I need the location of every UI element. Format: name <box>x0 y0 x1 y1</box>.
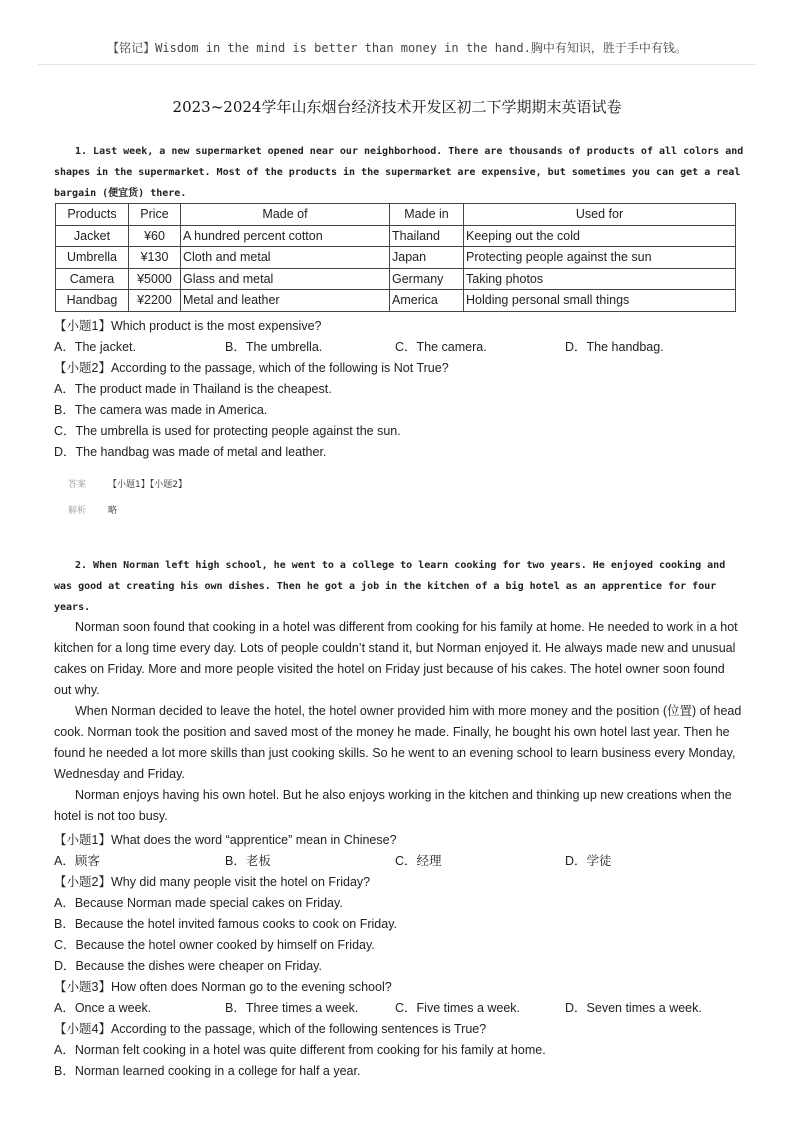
table-header-cell: Made of <box>181 204 390 226</box>
q2-sub4-option-b[interactable]: B．Norman learned cooking in a college for half a year. <box>54 1064 361 1078</box>
q1-sub2-option-d[interactable]: D．The handbag was made of metal and leather. <box>54 445 327 459</box>
table-cell: Holding personal small things <box>464 290 736 312</box>
q2-sub1-option-c[interactable]: C．经理 <box>395 854 442 868</box>
q2-sub1-option-a[interactable]: A．顾客 <box>54 854 100 868</box>
q1-sub1-option-a[interactable]: A．The jacket. <box>54 340 136 354</box>
q2-intro <box>54 555 744 618</box>
q2-paragraph-1 <box>54 617 742 701</box>
analysis-value: 略 <box>108 506 118 516</box>
q2-sub3-option-a[interactable]: A．Once a week. <box>54 1001 152 1015</box>
q2-sub1-option-d[interactable]: D．学徒 <box>565 854 612 868</box>
table-row <box>56 290 736 312</box>
table-cell: Germany <box>390 268 464 290</box>
q2-intro-text: 2. When Norman left high school, he went to a college to learn cooking for two years. He enjoyed cooking and was good at creating his own dishes. Then he got a job in the kitchen of a big hotel as an apprentice for four years. <box>54 560 726 613</box>
q2-paragraph-3 <box>54 785 742 827</box>
q2-sub2-option-a[interactable]: A．Because Norman made special cakes on Friday. <box>54 896 343 910</box>
table-row <box>56 225 736 247</box>
table-cell: Camera <box>56 268 129 290</box>
table-header-row <box>56 204 736 226</box>
table-cell: Cloth and metal <box>181 247 390 269</box>
table-header-cell: Used for <box>464 204 736 226</box>
table-cell: ¥5000 <box>129 268 181 290</box>
table-cell: A hundred percent cotton <box>181 225 390 247</box>
table-cell: Metal and leather <box>181 290 390 312</box>
header-motto: 【铭记】Wisdom in the mind is better than money in the hand.胸中有知识，胜于手中有钱。 <box>107 41 687 55</box>
table-cell: Protecting people against the sun <box>464 247 736 269</box>
analysis-label: 解析 <box>68 506 87 516</box>
table-cell: Taking photos <box>464 268 736 290</box>
table-cell: Japan <box>390 247 464 269</box>
header-divider <box>38 64 756 65</box>
q1-sub1-option-b[interactable]: B．The umbrella. <box>225 340 323 354</box>
table-cell: Umbrella <box>56 247 129 269</box>
table-row <box>56 247 736 269</box>
table-header-cell: Made in <box>390 204 464 226</box>
answer-value: 【小题1】【小题2】 <box>108 480 187 490</box>
q1-sub1-option-c[interactable]: C．The camera. <box>395 340 487 354</box>
table-cell: ¥60 <box>129 225 181 247</box>
table-header-cell: Price <box>129 204 181 226</box>
table-cell: Glass and metal <box>181 268 390 290</box>
q1-sub2-question: 【小题2】According to the passage, which of the following is Not True? <box>54 361 449 375</box>
q2-sub3-option-d[interactable]: D．Seven times a week. <box>565 1001 702 1015</box>
q2-sub2-option-c[interactable]: C．Because the hotel owner cooked by himself on Friday. <box>54 938 375 952</box>
q1-sub2-option-b[interactable]: B．The camera was made in America. <box>54 403 268 417</box>
q2-sub4-question: 【小题4】According to the passage, which of the following sentences is True? <box>54 1022 487 1036</box>
page-title: 2023~2024学年山东烟台经济技术开发区初二下学期期末英语试卷 <box>172 98 622 116</box>
q2-paragraph-2 <box>54 701 742 785</box>
q2-sub1-option-b[interactable]: B．老板 <box>225 854 271 868</box>
q1-sub2-option-c[interactable]: C．The umbrella is used for protecting people against the sun. <box>54 424 401 438</box>
table-header-cell: Products <box>56 204 129 226</box>
q1-passage <box>54 141 744 204</box>
q1-passage-text: 1. Last week, a new supermarket opened near our neighborhood. There are thousands of products of all colors and shapes in the supermarket. Most of the products in the supermarket are expensive, but sometimes you can get a real bargain (便宜货) there. <box>54 146 744 199</box>
table-cell: ¥130 <box>129 247 181 269</box>
table-row <box>56 268 736 290</box>
q2-sub3-option-c[interactable]: C．Five times a week. <box>395 1001 521 1015</box>
table-cell: Keeping out the cold <box>464 225 736 247</box>
q2-paragraph-3-text: Norman enjoys having his own hotel. But he also enjoys working in the kitchen and thinking up new creations when the hotel is not too busy. <box>54 788 732 823</box>
q2-sub3-option-b[interactable]: B．Three times a week. <box>225 1001 359 1015</box>
table-cell: Handbag <box>56 290 129 312</box>
q2-sub3-question: 【小题3】How often does Norman go to the evening school? <box>54 980 392 994</box>
products-table <box>55 203 736 312</box>
q2-sub1-question: 【小题1】What does the word “apprentice” mean in Chinese? <box>54 833 397 847</box>
q1-sub2-option-a[interactable]: A．The product made in Thailand is the cheapest. <box>54 382 332 396</box>
table-cell: Thailand <box>390 225 464 247</box>
answer-label: 答案 <box>68 480 87 490</box>
q2-sub4-option-a[interactable]: A．Norman felt cooking in a hotel was quite different from cooking for his family at home. <box>54 1043 546 1057</box>
q1-sub1-question: 【小题1】Which product is the most expensive? <box>54 319 322 333</box>
q2-sub2-option-d[interactable]: D．Because the dishes were cheaper on Friday. <box>54 959 322 973</box>
q2-sub2-question: 【小题2】Why did many people visit the hotel on Friday? <box>54 875 371 889</box>
q1-sub1-option-d[interactable]: D．The handbag. <box>565 340 664 354</box>
q2-sub2-option-b[interactable]: B．Because the hotel invited famous cooks to cook on Friday. <box>54 917 398 931</box>
table-cell: America <box>390 290 464 312</box>
table-cell: ¥2200 <box>129 290 181 312</box>
table-cell: Jacket <box>56 225 129 247</box>
q2-paragraph-2-text: When Norman decided to leave the hotel, the hotel owner provided him with more money and the position (位置) of head cook. Norman took the position and saved most of the money he made. Finally, he bought his own hotel last year. Then he found he needed a lot more skills than just cooking skills. So he went to an evening school to learn business every Monday, Wednesday and Friday. <box>54 704 742 781</box>
q2-paragraph-1-text: Norman soon found that cooking in a hotel was different from cooking for his family at home. He needed to work in a hot kitchen for a long time every day. Lots of people couldn’t stand it, but Norman enjoyed it. He always made new and unusual cakes on Friday. More and more people visited the hotel on Friday just because of his cakes. The hotel owner soon found out why. <box>54 620 738 697</box>
